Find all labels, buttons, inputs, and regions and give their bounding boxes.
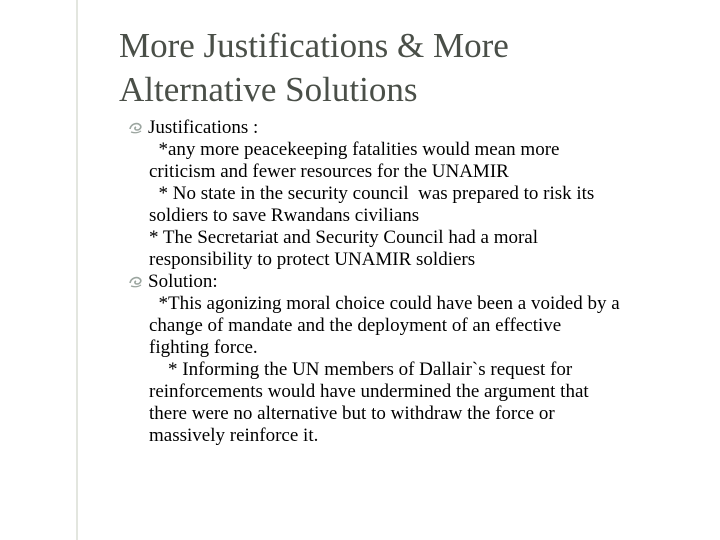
list-item: *any more peacekeeping fatalities would mean more criticism and fewer resources for the UNAMIR <box>149 139 560 182</box>
slide-title <box>119 24 699 112</box>
swirl-bullet-icon <box>128 120 144 136</box>
list-item: * No state in the security council was prepared to risk its soldiers to save Rwandans civilians <box>149 183 595 226</box>
swirl-bullet-icon <box>128 274 144 290</box>
slide-body <box>128 117 708 447</box>
list-item: * Informing the UN members of Dallair`s request for reinforcements would have undermined the argument that there were no alternative but to withdraw the force or massively reinforce it. <box>149 359 589 446</box>
section-heading: Justifications : <box>148 117 259 138</box>
title-line-1: More Justifications & More <box>119 26 509 65</box>
list-item: * The Secretariat and Security Council had a moral responsibility to protect UNAMIR soldiers <box>149 227 539 270</box>
section-heading: Solution: <box>148 271 218 292</box>
left-rule <box>76 0 78 540</box>
list-item: *This agonizing moral choice could have been a voided by a change of mandate and the deployment of an effective fighting force. <box>149 293 620 358</box>
bullet-solution <box>128 271 708 293</box>
title-line-2: Alternative Solutions <box>119 70 418 109</box>
bullet-justifications <box>128 117 708 139</box>
